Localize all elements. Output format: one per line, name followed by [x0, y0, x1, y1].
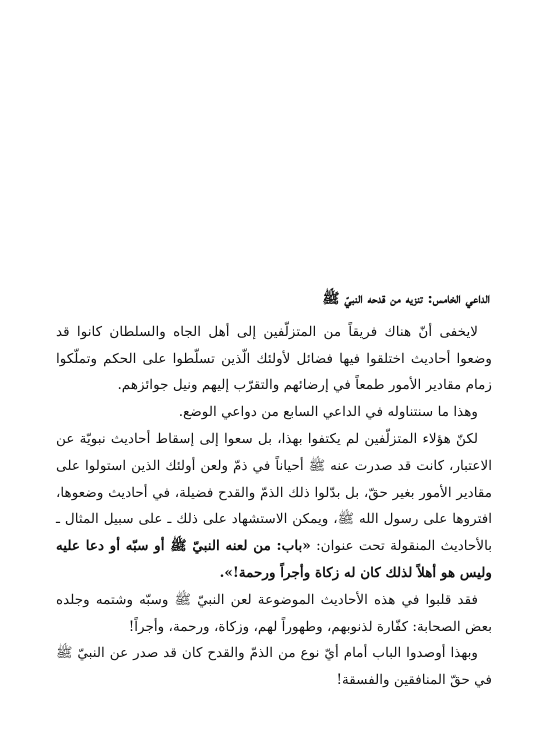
section-heading: الداعي الخامس: تنزيه من قدحه النبيّ ﷺ: [322, 291, 490, 307]
paragraph-5: وبهذا أوصدوا الباب أمام أيّ نوع من الذمّ والقدح كان قد صدر عن النبيّ ﷺ في حقّ المنافقين والفسقة!: [56, 645, 492, 689]
paragraph-1: لايخفى أنّ هناك فريقاً من المتزلّفين إلى أهل الجاه والسلطان كانوا قد وضعوا أحاديث اختلقوا فيها فضائل لأولئك الّذين تسلّطوا على الحكم وتملّكوا زمام مقادير الأمور طمعاً في إرضائهم والتقرّب إليهم ونيل جوائزهم.: [56, 323, 492, 394]
body-text: [56, 286, 492, 694]
paragraph-4: فقد قلبوا في هذه الأحاديث الموضوعة لعن النبيّ ﷺ وسبّه وشتمه وجلده بعض الصحابة: كفّارة لذنوبهم، وطهوراً لهم، وزكاة، ورحمة، وأجراً!: [56, 591, 492, 635]
chapter-title-quote: «باب: من لعنه النبيّ ﷺ أو سبّه أو دعا عليه وليس هو أهلاً لذلك كان له زكاة وأجراً ورحمة!».: [56, 538, 492, 581]
paragraph-3-text: لكنّ هؤلاء المتزلّفين لم يكتفوا بهذا، بل سعوا إلى إسقاط أحاديث نبويّة عن الاعتبار، كانت قد صدرت عنه ﷺ أحياناً في ذمّ ولعن أولئك الذين استولوا على مقادير الأمور بغير حقّ، بل بدّلوا ذلك الذمّ والقدح فضيلة، في أحاديث وضعوها، افتروها على رسول الله ﷺ، ويمكن الاستشهاد على ذلك ـ على سبيل المثال ـ بالأحاديث المنقولة تحت عنوان:: [56, 430, 493, 555]
paragraph-3: [56, 426, 492, 587]
paragraph-2: وهذا ما سنتناوله في الداعي السابع من دواعي الوضع.: [178, 404, 478, 421]
